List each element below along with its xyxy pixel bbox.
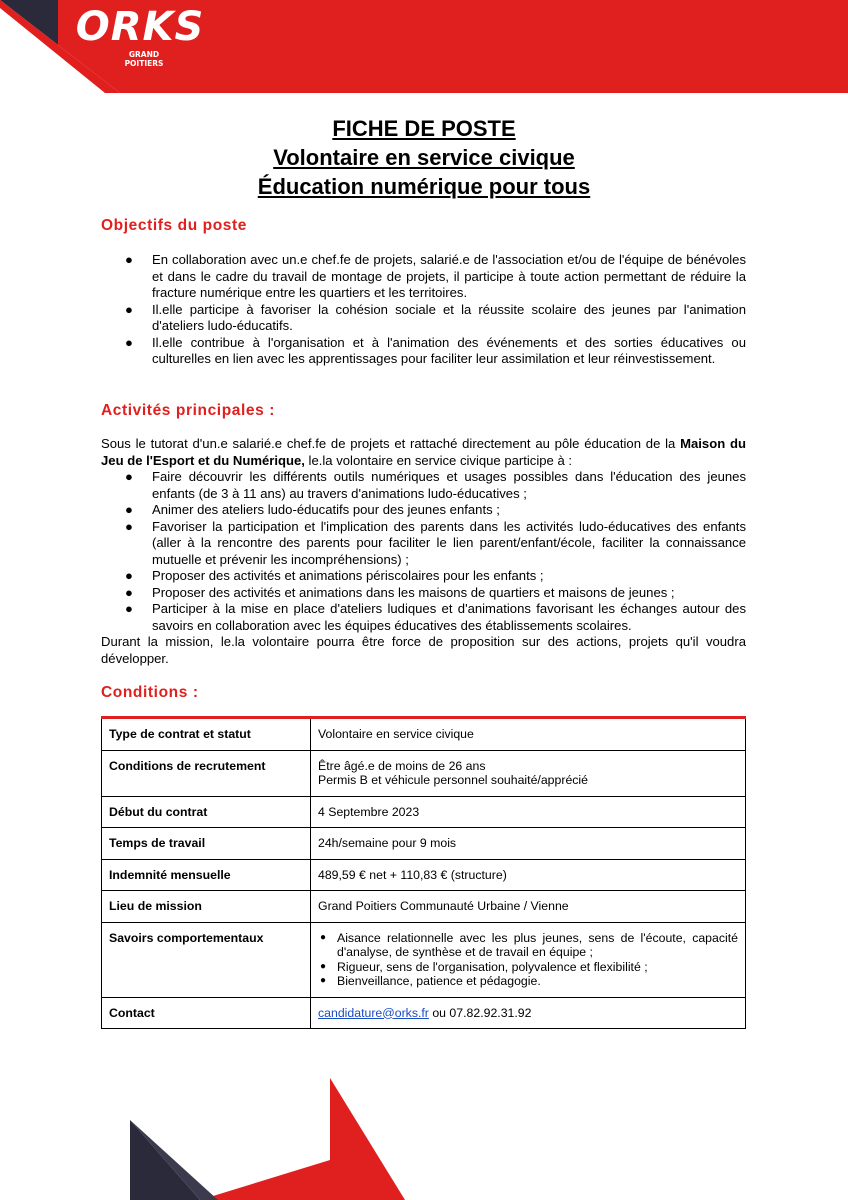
list-item (318, 974, 738, 989)
logo-wordmark: ORKS (75, 4, 205, 50)
table-row (102, 891, 746, 923)
list-item (101, 302, 746, 335)
row-value: 489,59 € net + 110,83 € (structure) (311, 859, 746, 891)
list-item-text: Il.elle participe à favoriser la cohésion sociale et la réussite scolaire des jeunes par l'animation d'ateliers ludo-éducatifs. (152, 301, 746, 333)
list-item (101, 585, 746, 602)
row-label: Conditions de recrutement (102, 750, 311, 796)
list-item-text: Il.elle contribue à l'organisation et à l'animation des événements et des sorties éducatives ou culturelles en lien avec les apprentissages pour faciliter leur assimilation et leur réinvestissement. (152, 334, 746, 366)
bullet-icon: ● (320, 975, 327, 986)
row-value: 24h/semaine pour 9 mois (311, 828, 746, 860)
list-item-text: Proposer des activités et animations périscolaires pour les enfants ; (152, 568, 544, 583)
bullet-icon: ● (125, 518, 133, 534)
bullet-icon: ● (320, 931, 327, 943)
table-row (102, 859, 746, 891)
bullet-icon: ● (125, 601, 133, 616)
row-label: Début du contrat (102, 796, 311, 828)
row-value: Grand Poitiers Communauté Urbaine / Vienne (311, 891, 746, 923)
bullet-icon: ● (125, 301, 133, 317)
list-item (101, 502, 746, 519)
table-row (102, 997, 746, 1029)
bullet-icon: ● (125, 252, 133, 267)
table-row (102, 718, 746, 751)
list-item-text: En collaboration avec un.e chef.fe de projets, salarié.e de l'association et/ou de l'équipe de bénévoles et dans le cadre du travail de montage de projets, il participe à toute action permettant de réduire la fracture numérique entre les quartiers et les territoires. (152, 252, 746, 300)
row-label: Savoirs comportementaux (102, 922, 311, 997)
title-line-2: Volontaire en service civique (273, 145, 575, 170)
list-item (101, 335, 746, 368)
intro-bold-text: Maison du Jeu de l'Esport et du Numérique, (101, 436, 746, 468)
row-label: Type de contrat et statut (102, 718, 311, 751)
contact-email-link[interactable]: candidature@orks.fr (318, 1005, 429, 1020)
row-value-line: Être âgé.e de moins de 26 ans (318, 758, 486, 773)
row-value (311, 997, 746, 1029)
list-item (101, 469, 746, 502)
bullet-icon: ● (320, 960, 327, 972)
section-heading-conditions: Conditions : (101, 684, 199, 701)
row-label: Contact (102, 997, 311, 1029)
list-item-text: Favoriser la participation et l'implication des parents dans les activités ludo-éducatives des enfants (aller à la rencontre des parents pour faciliter le lien parent/enfant/école, faciliter la connaissance mutuelle et prévenir les incompréhensions) ; (152, 518, 746, 567)
section-heading-objectifs: Objectifs du poste (101, 217, 248, 234)
logo-sub-line1: GRAND (128, 50, 160, 59)
bullet-icon: ● (125, 568, 133, 583)
list-item-text: Proposer des activités et animations dans les maisons de quartiers et maisons de jeunes ; (152, 584, 675, 600)
row-value: Volontaire en service civique (311, 718, 746, 751)
row-label: Lieu de mission (102, 891, 311, 923)
list-item-text: Bienveillance, patience et pédagogie. (337, 974, 541, 988)
bullet-icon: ● (125, 334, 133, 350)
list-item (101, 252, 746, 302)
section-heading-activites: Activités principales : (101, 402, 276, 419)
objectifs-list (101, 252, 746, 368)
list-item (318, 960, 738, 975)
row-value (311, 922, 746, 997)
activites-outro: Durant la mission, le.la volontaire pourra être force de proposition sur des actions, projets qu'il voudra développer. (101, 634, 746, 666)
list-item-text: Participer à la mise en place d'ateliers ludiques et d'animations favorisant les échanges autour des savoirs en collaboration avec les équipes éducatives des établissements scolaires. (152, 601, 746, 633)
row-label: Indemnité mensuelle (102, 859, 311, 891)
intro-text-end: le.la volontaire en service civique participe à : (304, 452, 573, 468)
bullet-icon: ● (125, 584, 133, 600)
list-item-text: Faire découvrir les différents outils numériques et usages possibles dans l'éducation des jeunes enfants (de 3 à 11 ans) au travers d'animations ludo-éducatives ; (152, 469, 746, 501)
table-row (102, 828, 746, 860)
activites-list (101, 469, 746, 634)
contact-separator: ou (428, 1005, 450, 1020)
list-item (318, 931, 738, 960)
footer-red-triangle-left (200, 1160, 330, 1200)
contact-phone: 07.82.92.31.92 (449, 1005, 532, 1020)
list-item (101, 601, 746, 634)
intro-text: Sous le tutorat d'un.e salarié.e chef.fe de projets et rattaché directement au pôle éducation de la (101, 436, 681, 451)
savoirs-list (318, 931, 738, 989)
row-value (311, 750, 746, 796)
list-item (101, 519, 746, 569)
bullet-icon: ● (125, 469, 133, 484)
row-value: 4 Septembre 2023 (311, 796, 746, 828)
title-line-3: Éducation numérique pour tous (257, 174, 591, 199)
table-row (102, 796, 746, 828)
bullet-icon: ● (125, 502, 133, 517)
row-label: Temps de travail (102, 828, 311, 860)
logo-sub-line2: POITIERS (124, 59, 164, 68)
activites-intro (101, 436, 746, 469)
table-row (102, 922, 746, 997)
row-value-line: Permis B et véhicule personnel souhaité/apprécié (318, 773, 589, 787)
activites-container (101, 436, 746, 667)
list-item-text: Animer des ateliers ludo-éducatifs pour des jeunes enfants ; (152, 502, 500, 517)
footer-red-triangle (330, 1078, 405, 1200)
table-row (102, 750, 746, 796)
list-item-text: Aisance relationnelle avec les plus jeunes, sens de l'écoute, capacité d'analyse, de synthèse et de travail en équipe ; (337, 930, 738, 959)
logo-subtitle (104, 50, 184, 68)
list-item-text: Rigueur, sens de l'organisation, polyvalence et flexibilité ; (337, 959, 648, 974)
list-item (101, 568, 746, 585)
conditions-table (101, 716, 746, 1029)
document-title (0, 114, 848, 201)
title-line-1: FICHE DE POSTE (332, 116, 516, 141)
objectifs-list-container (101, 252, 746, 368)
